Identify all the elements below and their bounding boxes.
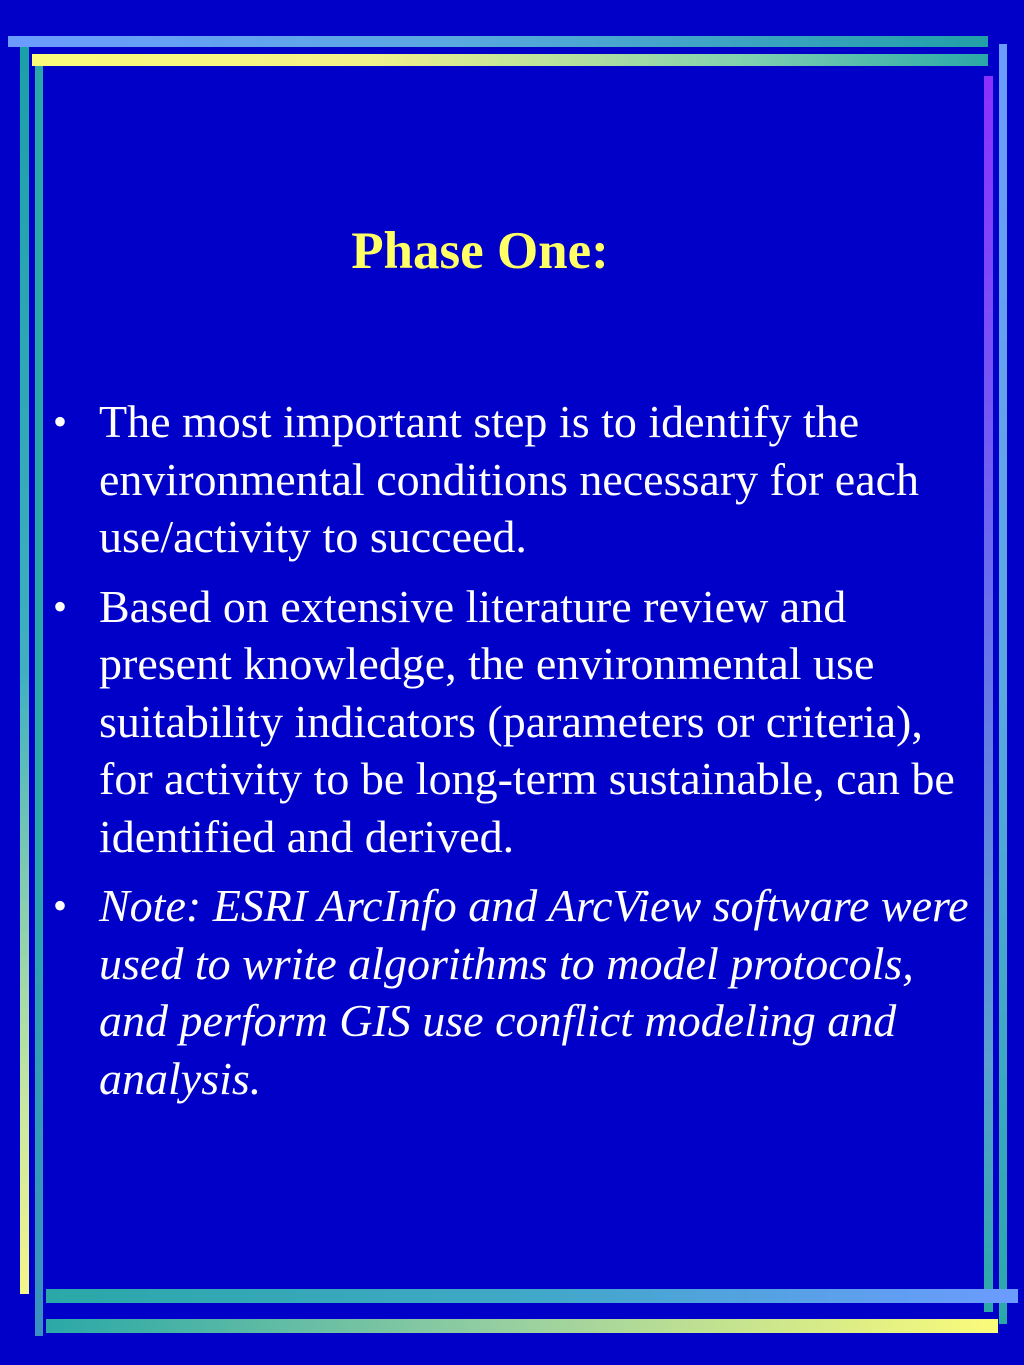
bullet-item-identify-conditions bbox=[40, 393, 985, 566]
bullet-text-note: Note: ESRI ArcInfo and ArcView software were used to write algorithms to model protocols, and perform GIS use conflict modeling and analysis. bbox=[99, 880, 969, 1104]
bullet-icon: • bbox=[52, 883, 67, 928]
frame-bottom-inner-bar bbox=[46, 1319, 998, 1333]
bullet-text: Based on extensive literature review and present knowledge, the environmental use suitability indicators (parameters or criteria), for activity to be long-term sustainable, can be identified and derived. bbox=[99, 580, 955, 862]
frame-right-inner-bar bbox=[984, 76, 993, 1312]
frame-right-outer-bar bbox=[999, 44, 1007, 1324]
bullet-icon: • bbox=[52, 399, 67, 444]
frame-bottom-outer-bar bbox=[46, 1289, 1018, 1303]
bullet-text: The most important step is to identify the environmental conditions necessary for each use/activity to succeed. bbox=[99, 396, 920, 562]
bullet-icon: • bbox=[52, 583, 67, 629]
bullet-item-literature-review bbox=[40, 578, 985, 866]
bullet-list bbox=[40, 393, 985, 1119]
frame-top-outer-bar bbox=[8, 36, 988, 47]
slide-title: Phase One: bbox=[351, 222, 609, 280]
bullet-item-software-note bbox=[40, 877, 985, 1107]
frame-top-inner-bar bbox=[32, 54, 988, 66]
